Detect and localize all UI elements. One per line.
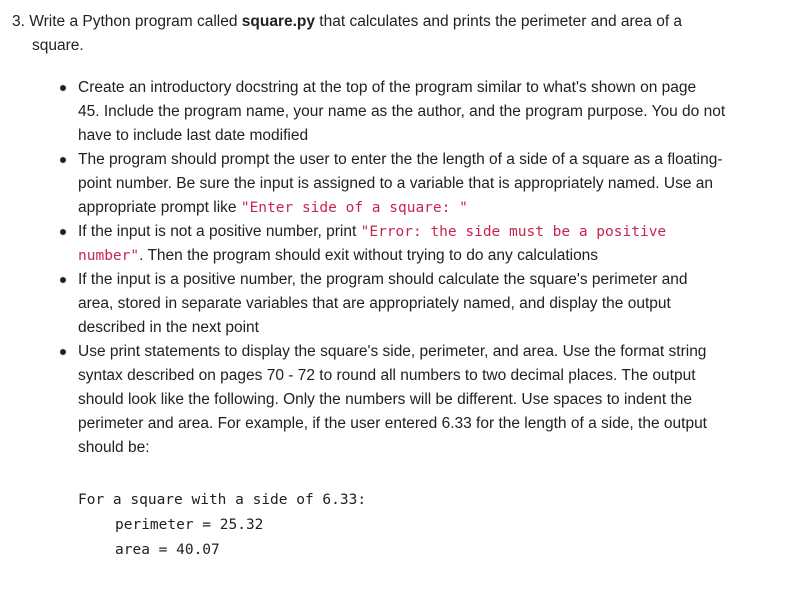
list-item-print [60, 340, 760, 460]
list-item-text: 45. Include the program name, your name as the author, and the program purpose. You do not [78, 103, 726, 120]
list-item-text: should look like the following. Only the numbers will be different. Use spaces to indent the [78, 391, 693, 408]
bullet-icon [60, 157, 66, 163]
question-line-2: square. [32, 37, 84, 54]
list-item-text: If the input is a positive number, the program should calculate the square's perimeter and [78, 271, 688, 288]
list-item-prompt [60, 148, 760, 220]
list-item-text: Use print statements to display the square's side, perimeter, and area. Use the format string [78, 343, 707, 360]
list-item-text: area, stored in separate variables that are appropriately named, and display the output [78, 295, 671, 312]
list-item-text: have to include last date modified [78, 127, 309, 144]
output-line-side: For a square with a side of 6.33: [78, 492, 367, 508]
sample-output [78, 488, 366, 563]
prompt-code: "Enter side of a square: " [240, 200, 468, 216]
bullet-icon [60, 85, 66, 91]
error-code: "Error: the side must be a positive [360, 224, 667, 240]
list-item-docstring [60, 76, 760, 148]
output-line-area: area = 40.07 [115, 542, 220, 558]
bullet-icon [60, 349, 66, 355]
list-item-text: . Then the program should exit without trying to do any calculations [139, 247, 599, 264]
bullet-icon [60, 277, 66, 283]
question-line-1 [12, 10, 792, 34]
list-item-text: should be: [78, 439, 150, 456]
output-line-perimeter: perimeter = 25.32 [115, 517, 264, 533]
list-item-text: syntax described on pages 70 - 72 to round all numbers to two decimal places. The output [78, 367, 696, 384]
filename: square.py [241, 13, 315, 30]
error-code: number" [78, 248, 140, 264]
list-item-text: The program should prompt the user to enter the the length of a side of a square as a floating- [78, 151, 723, 168]
bullet-icon [60, 229, 66, 235]
list-item-error [60, 220, 760, 268]
list-item-text: perimeter and area. For example, if the user entered 6.33 for the length of a side, the output [78, 415, 707, 432]
list-item-text: Create an introductory docstring at the top of the program similar to what's shown on page [78, 79, 697, 96]
list-item-text: If the input is not a positive number, print [78, 223, 361, 240]
question-text-start: Write a Python program called [29, 13, 242, 30]
question-heading [12, 10, 792, 58]
list-item-calculate [60, 268, 760, 340]
requirements-list [60, 76, 760, 460]
question-number: 3. [12, 13, 25, 30]
list-item-text: described in the next point [78, 319, 259, 336]
list-item-text: appropriate prompt like [78, 199, 241, 216]
list-item-text: point number. Be sure the input is assigned to a variable that is appropriately named. Use an [78, 175, 714, 192]
question-text-end: that calculates and prints the perimeter and area of a [315, 13, 683, 30]
